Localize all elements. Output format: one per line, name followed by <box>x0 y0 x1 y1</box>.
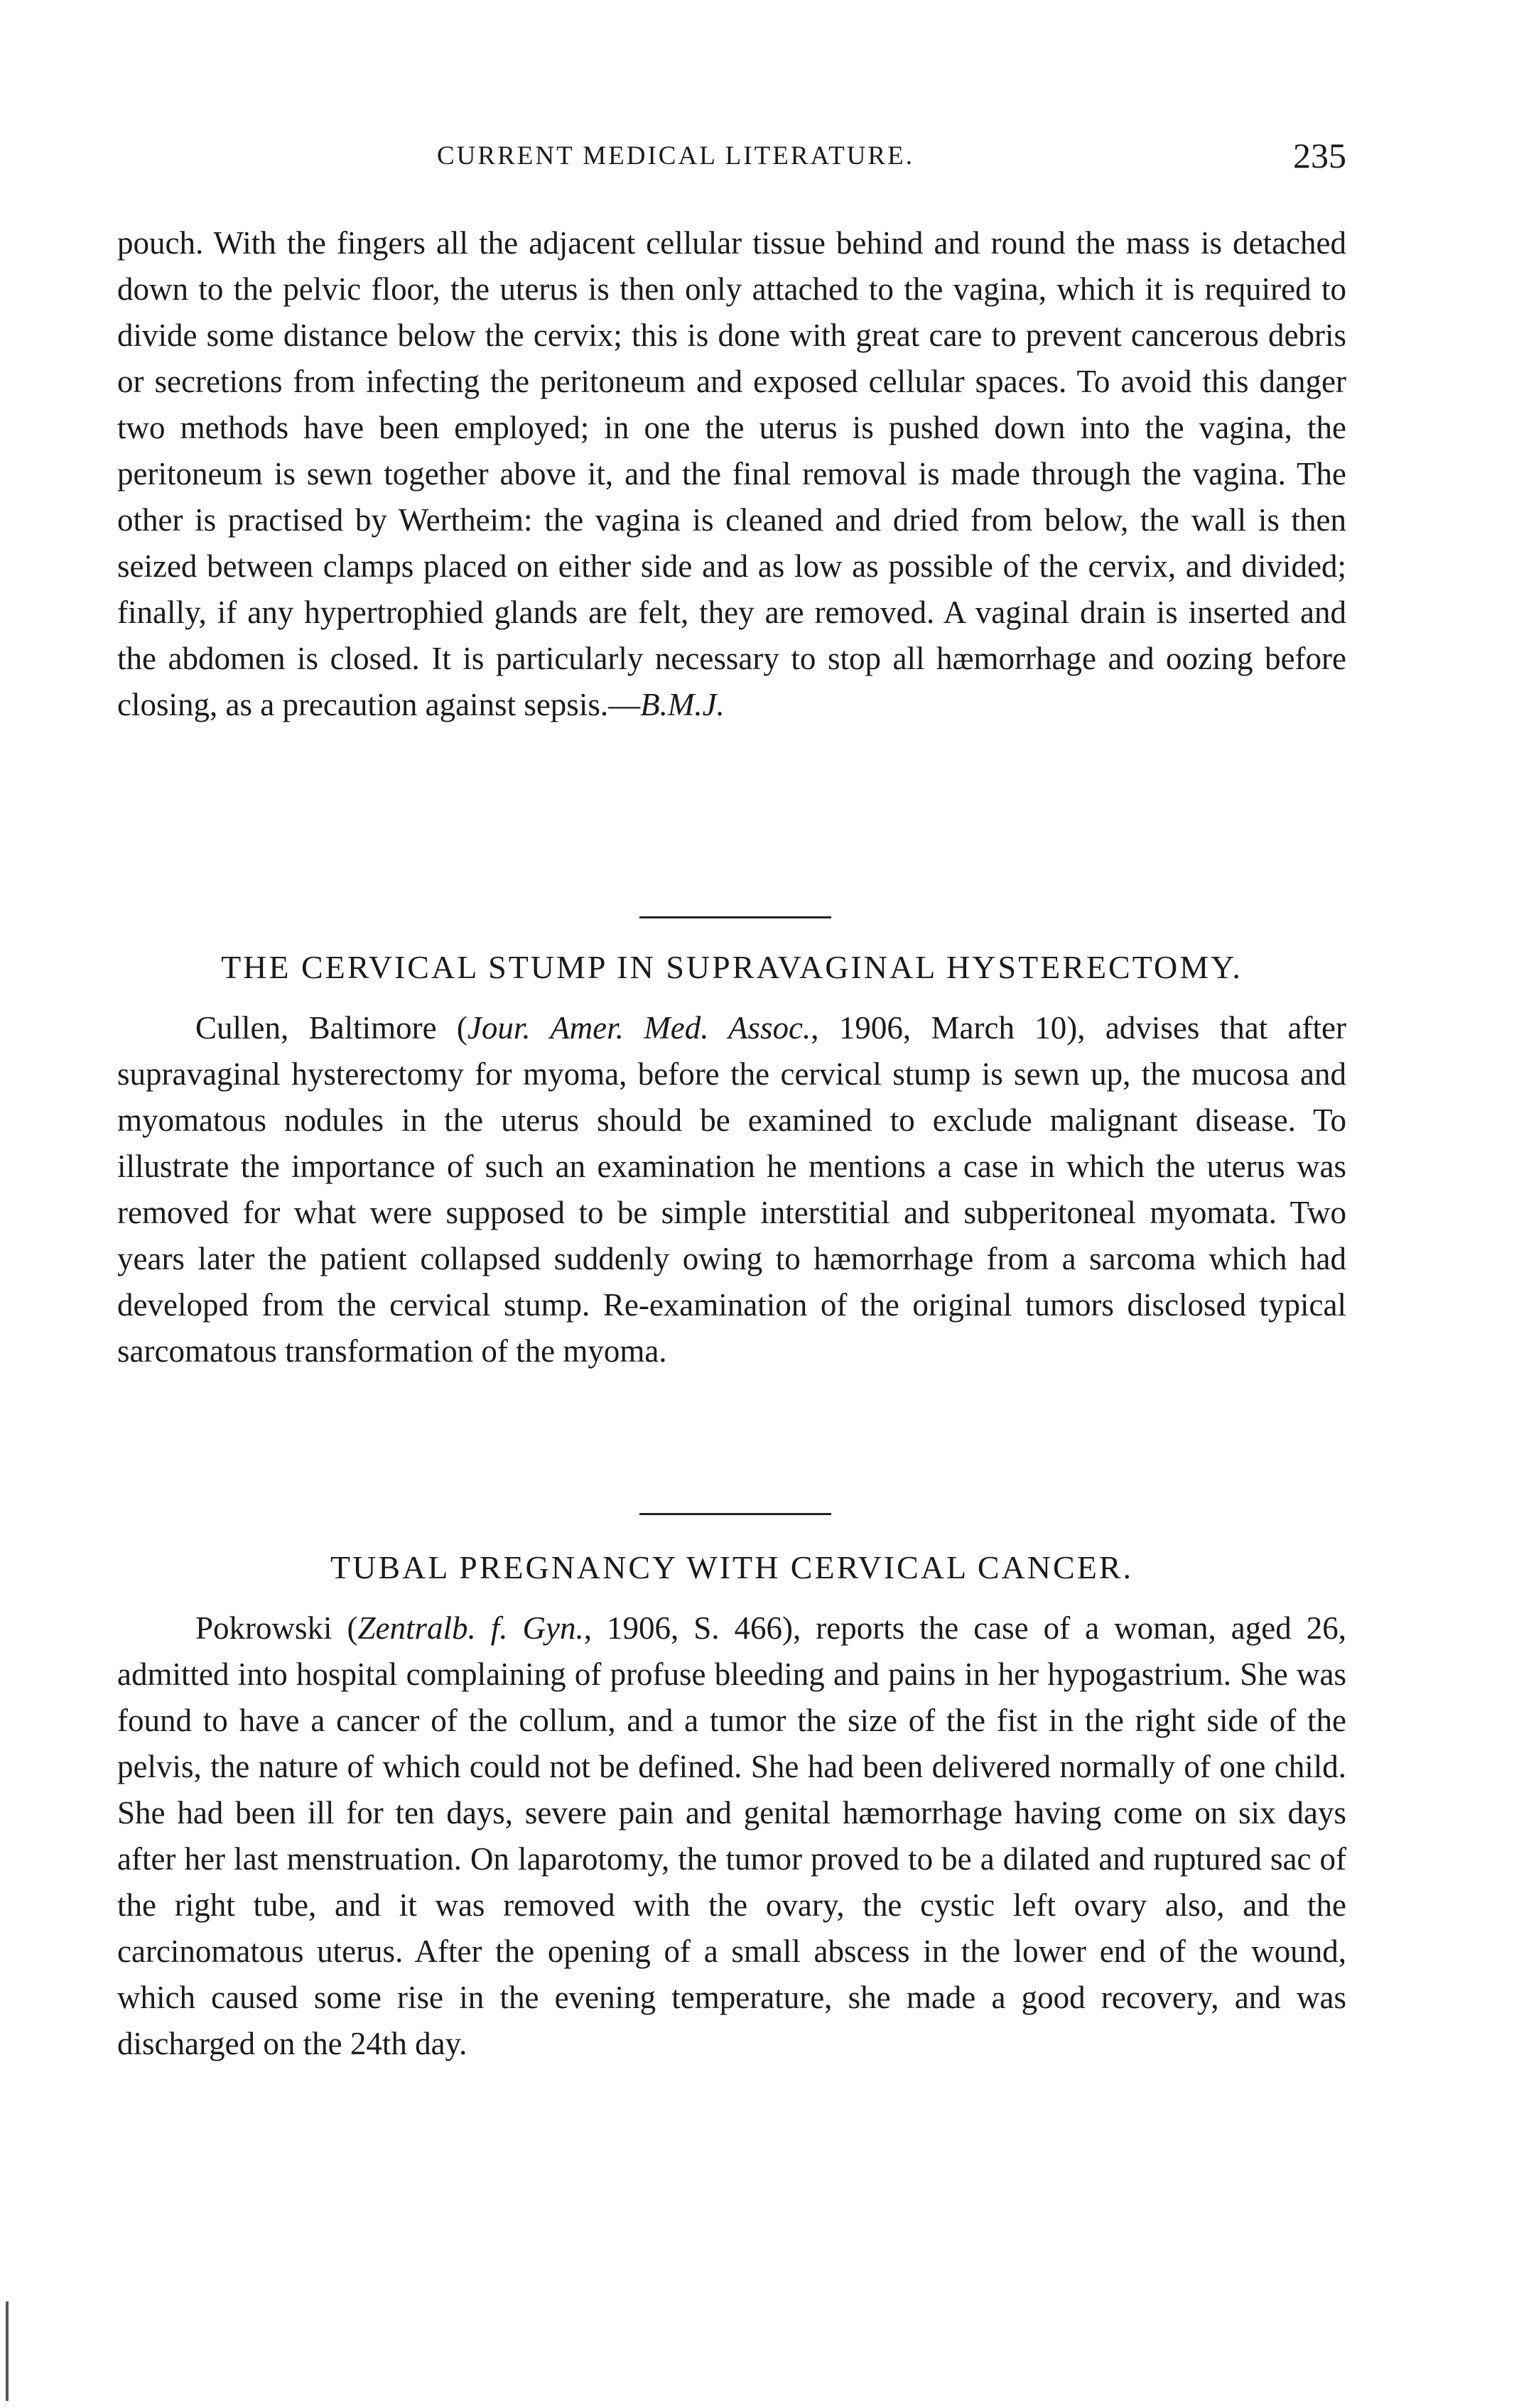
scan-edge-mark <box>6 2301 9 2401</box>
section-heading: TUBAL PREGNANCY WITH CERVICAL CANCER. <box>330 1549 1133 1585</box>
section-tubal-pregnancy <box>117 1605 1346 2067</box>
journal-source: Zentralb. f. Gyn. <box>357 1610 584 1646</box>
paragraph-lead: Pokrowski ( <box>195 1610 358 1646</box>
section-heading: THE CERVICAL STUMP IN SUPRAVAGINAL HYSTERECTOMY. <box>221 949 1243 985</box>
journal-source: Jour. Amer. Med. Assoc. <box>467 1010 811 1046</box>
running-title: CURRENT MEDICAL LITERATURE. <box>437 141 914 170</box>
paragraph <box>117 1005 1346 1374</box>
citation: B.M.J. <box>640 687 725 722</box>
page-header <box>117 135 1346 185</box>
section-divider <box>639 916 831 918</box>
page-number: 235 <box>1293 136 1346 175</box>
paragraph-text: pouch. With the fingers all the adjacent cellular tissue behind and round the mass is detached down to the pelvic floor, the uterus is then only attached to the vagina, which it is required to divide some distance below the cervix; this is done with great care to prevent cancerous debris or secretions from infecting the peritoneum and exposed cellular spaces. To avoid this danger two methods have been employed; in one the uterus is pushed down into the vagina, the peritoneum is sewn together above it, and the final removal is made through the vagina. The other is practised by Wertheim: the vagina is cleaned and dried from below, the wall is then seized between clamps placed on either side and as low as possible of the cervix, and divided; finally, if any hypertrophied glands are felt, they are removed. A vaginal drain is inserted and the abdomen is closed. It is particularly necessary to stop all hæmorrhage and oozing before closing, as a precaution against sepsis.— <box>117 225 1346 722</box>
paragraph-text: , 1906, March 10), advises that after supravaginal hysterectomy for myoma, before the cervical stump is sewn up, the mucosa and myomatous nodules in the uterus should be examined to exclude malignant disease. To illustrate the importance of such an examination he mentions a case in which the uterus was removed for what were supposed to be simple interstitial and subperitoneal myomata. Two years later the patient collapsed suddenly owing to hæmorrhage from a sarcoma which had developed from the cervical stump. Re-examination of the original tumors disclosed typical sarcomatous transformation of the myoma. <box>117 1010 1346 1369</box>
section-continuation <box>117 220 1346 728</box>
section-cervical-stump <box>117 1005 1346 1374</box>
paragraph-text: , 1906, S. 466), reports the case of a woman, aged 26, admitted into hospital complaining of profuse bleeding and pains in her hypogastrium. She was found to have a cancer of the collum, and a tumor the size of the fist in the right side of the pelvis, the nature of which could not be defined. She had been delivered normally of one child. She had been ill for ten days, severe pain and genital hæmorrhage having come on six days after her last menstruation. On laparotomy, the tumor proved to be a dilated and ruptured sac of the right tube, and it was removed with the ovary, the cystic left ovary also, and the carcinomatous uterus. After the opening of a small abscess in the lower end of the wound, which caused some rise in the evening temperature, she made a good recovery, and was discharged on the 24th day. <box>117 1610 1346 2061</box>
paragraph <box>117 220 1346 728</box>
paragraph <box>117 1605 1346 2067</box>
paragraph-lead: Cullen, Baltimore ( <box>195 1010 467 1046</box>
section-divider <box>639 1513 831 1515</box>
